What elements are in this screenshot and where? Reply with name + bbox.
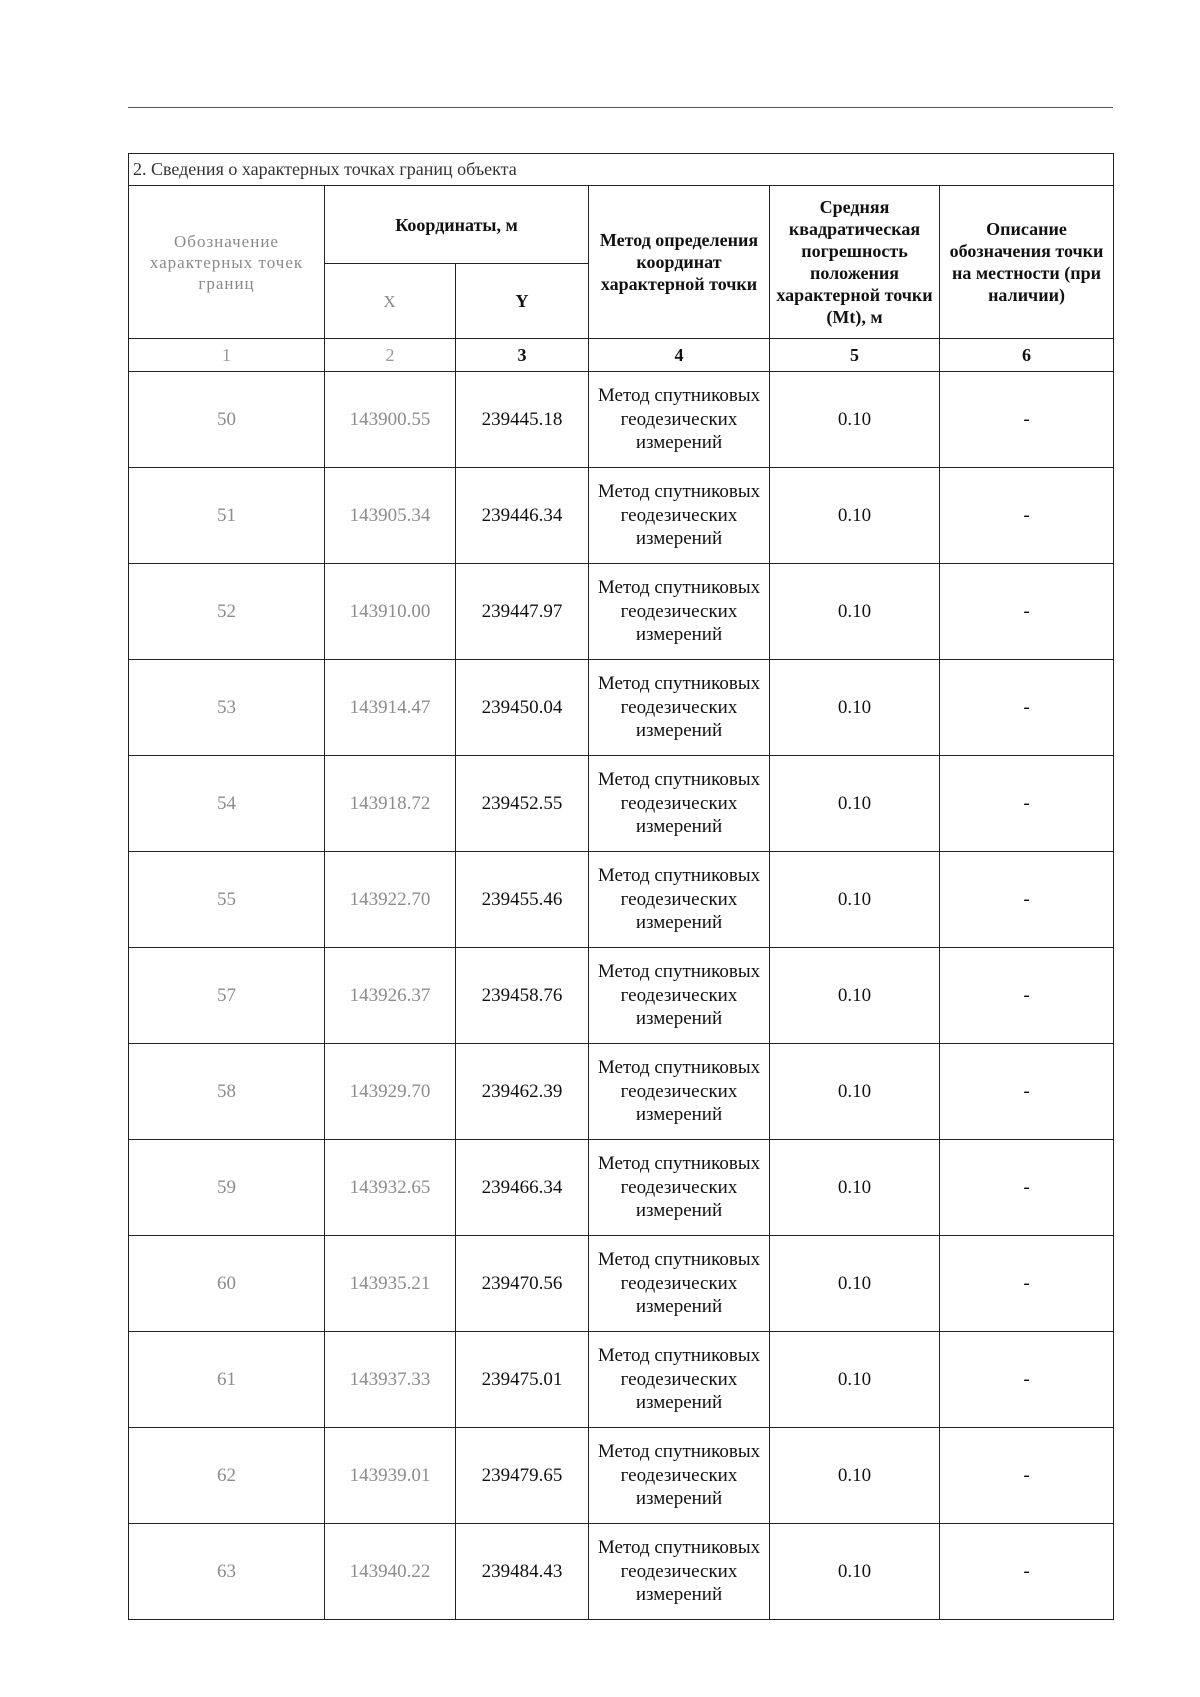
y-coordinate-cell: 239484.43 [456, 1524, 589, 1620]
point-cell: 57 [129, 948, 325, 1044]
y-coordinate-cell: 239462.39 [456, 1044, 589, 1140]
y-coordinate-cell: 239450.04 [456, 660, 589, 756]
description-cell: - [940, 1236, 1114, 1332]
y-coordinate-cell: 239470.56 [456, 1236, 589, 1332]
header-coordinates: Координаты, м [325, 186, 589, 264]
table-row [129, 948, 1114, 1044]
y-coordinate-cell: 239445.18 [456, 372, 589, 468]
error-cell: 0.10 [770, 1236, 940, 1332]
x-coordinate-cell: 143900.55 [325, 372, 456, 468]
table-row [129, 756, 1114, 852]
table-row [129, 852, 1114, 948]
x-coordinate-cell: 143937.33 [325, 1332, 456, 1428]
point-cell: 51 [129, 468, 325, 564]
x-coordinate-cell: 143926.37 [325, 948, 456, 1044]
point-cell: 63 [129, 1524, 325, 1620]
table-caption: 2. Сведения о характерных точках границ объекта [129, 154, 1114, 186]
error-cell: 0.10 [770, 564, 940, 660]
error-cell: 0.10 [770, 468, 940, 564]
table-row [129, 1332, 1114, 1428]
boundary-points-table [128, 153, 1114, 1620]
error-cell: 0.10 [770, 756, 940, 852]
header-x: X [325, 264, 456, 339]
y-coordinate-cell: 239475.01 [456, 1332, 589, 1428]
y-coordinate-cell: 239455.46 [456, 852, 589, 948]
error-cell: 0.10 [770, 1524, 940, 1620]
method-cell: Метод спутниковых геодезических измерений [589, 1044, 770, 1140]
error-cell: 0.10 [770, 852, 940, 948]
x-coordinate-cell: 143939.01 [325, 1428, 456, 1524]
description-cell: - [940, 1524, 1114, 1620]
method-cell: Метод спутниковых геодезических измерений [589, 1524, 770, 1620]
method-cell: Метод спутниковых геодезических измерений [589, 660, 770, 756]
table-row [129, 1524, 1114, 1620]
method-cell: Метод спутниковых геодезических измерений [589, 372, 770, 468]
description-cell: - [940, 564, 1114, 660]
header-row-1 [129, 186, 1114, 264]
point-cell: 62 [129, 1428, 325, 1524]
point-cell: 61 [129, 1332, 325, 1428]
method-cell: Метод спутниковых геодезических измерений [589, 756, 770, 852]
y-coordinate-cell: 239447.97 [456, 564, 589, 660]
column-number-row [129, 339, 1114, 372]
error-cell: 0.10 [770, 372, 940, 468]
description-cell: - [940, 660, 1114, 756]
method-cell: Метод спутниковых геодезических измерений [589, 852, 770, 948]
method-cell: Метод спутниковых геодезических измерений [589, 564, 770, 660]
method-cell: Метод спутниковых геодезических измерений [589, 1332, 770, 1428]
table-row [129, 1428, 1114, 1524]
point-cell: 54 [129, 756, 325, 852]
x-coordinate-cell: 143914.47 [325, 660, 456, 756]
point-cell: 50 [129, 372, 325, 468]
column-number-4: 4 [589, 339, 770, 372]
header-y: Y [456, 264, 589, 339]
header-description: Описание обозначения точки на местности (при наличии) [940, 186, 1114, 339]
description-cell: - [940, 372, 1114, 468]
x-coordinate-cell: 143918.72 [325, 756, 456, 852]
table-row [129, 468, 1114, 564]
method-cell: Метод спутниковых геодезических измерений [589, 1140, 770, 1236]
description-cell: - [940, 468, 1114, 564]
description-cell: - [940, 756, 1114, 852]
x-coordinate-cell: 143940.22 [325, 1524, 456, 1620]
column-number-2: 2 [325, 339, 456, 372]
description-cell: - [940, 1044, 1114, 1140]
table-row [129, 372, 1114, 468]
method-cell: Метод спутниковых геодезических измерений [589, 1428, 770, 1524]
point-cell: 52 [129, 564, 325, 660]
y-coordinate-cell: 239452.55 [456, 756, 589, 852]
x-coordinate-cell: 143922.70 [325, 852, 456, 948]
method-cell: Метод спутниковых геодезических измерений [589, 468, 770, 564]
description-cell: - [940, 1332, 1114, 1428]
y-coordinate-cell: 239479.65 [456, 1428, 589, 1524]
description-cell: - [940, 1140, 1114, 1236]
description-cell: - [940, 1428, 1114, 1524]
header-point-name: Обозначение характерных точек границ [129, 186, 325, 339]
y-coordinate-cell: 239458.76 [456, 948, 589, 1044]
x-coordinate-cell: 143935.21 [325, 1236, 456, 1332]
table-row [129, 1140, 1114, 1236]
table-row [129, 1044, 1114, 1140]
table-row [129, 1236, 1114, 1332]
column-number-6: 6 [940, 339, 1114, 372]
y-coordinate-cell: 239446.34 [456, 468, 589, 564]
header-error: Средняя квадратическая погрешность положения характерной точки (Mt), м [770, 186, 940, 339]
caption-row [129, 154, 1114, 186]
error-cell: 0.10 [770, 1332, 940, 1428]
description-cell: - [940, 852, 1114, 948]
point-cell: 59 [129, 1140, 325, 1236]
error-cell: 0.10 [770, 1140, 940, 1236]
top-divider [128, 107, 1113, 108]
table-row [129, 564, 1114, 660]
column-number-5: 5 [770, 339, 940, 372]
x-coordinate-cell: 143910.00 [325, 564, 456, 660]
description-cell: - [940, 948, 1114, 1044]
method-cell: Метод спутниковых геодезических измерений [589, 948, 770, 1044]
x-coordinate-cell: 143929.70 [325, 1044, 456, 1140]
error-cell: 0.10 [770, 1044, 940, 1140]
y-coordinate-cell: 239466.34 [456, 1140, 589, 1236]
x-coordinate-cell: 143905.34 [325, 468, 456, 564]
table-row [129, 660, 1114, 756]
error-cell: 0.10 [770, 948, 940, 1044]
point-cell: 53 [129, 660, 325, 756]
point-cell: 60 [129, 1236, 325, 1332]
point-cell: 55 [129, 852, 325, 948]
x-coordinate-cell: 143932.65 [325, 1140, 456, 1236]
point-cell: 58 [129, 1044, 325, 1140]
error-cell: 0.10 [770, 1428, 940, 1524]
method-cell: Метод спутниковых геодезических измерений [589, 1236, 770, 1332]
column-number-1: 1 [129, 339, 325, 372]
column-number-3: 3 [456, 339, 589, 372]
header-method: Метод определения координат характерной точки [589, 186, 770, 339]
error-cell: 0.10 [770, 660, 940, 756]
